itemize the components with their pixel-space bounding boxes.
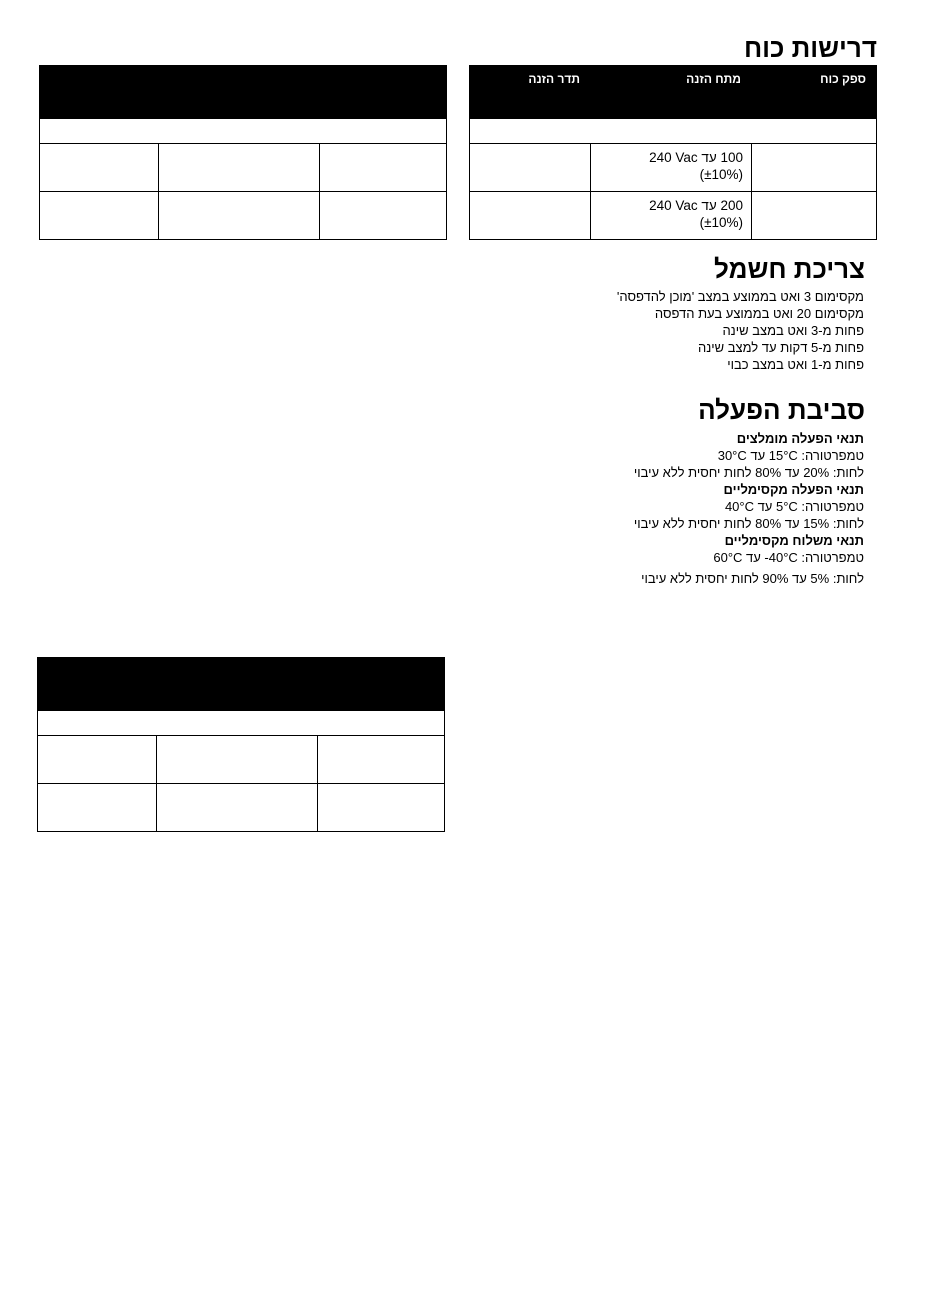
table-cell — [40, 144, 159, 192]
table-row — [40, 192, 447, 240]
table-cell-voltage — [591, 192, 752, 240]
blank-table-top — [39, 65, 447, 240]
max-shipping-humidity: לחות: 5% עד 90% לחות יחסית ללא עיבוי — [641, 571, 864, 586]
table-cell — [318, 736, 445, 784]
header-input-frequency: תדר הזנה — [470, 66, 591, 119]
table-row — [38, 784, 445, 832]
list-item: פחות מ-1 ואט במצב כבוי — [727, 357, 864, 372]
power-consumption-title: צריכת חשמל — [713, 254, 865, 284]
table-subheader-cell — [40, 119, 447, 144]
table-header-row — [40, 66, 447, 119]
table-subheader-row — [470, 119, 877, 144]
table-subheader-cell — [470, 119, 877, 144]
max-shipping-heading: תנאי משלוח מקסימליים — [724, 533, 864, 548]
table-cell — [159, 144, 320, 192]
table-cell — [320, 192, 447, 240]
voltage-tolerance-2: (±10%) — [699, 215, 743, 230]
table-row — [40, 144, 447, 192]
list-item: פחות מ-3 ואט במצב שינה — [722, 323, 864, 338]
power-requirements-table — [469, 65, 877, 240]
table-subheader-row — [40, 119, 447, 144]
table-cell — [157, 784, 318, 832]
voltage-range-1: 100 עד 240 Vac — [649, 150, 743, 165]
voltage-range-2: 200 עד 240 Vac — [649, 198, 743, 213]
max-operating-humidity: לחות: 15% עד 80% לחות יחסית ללא עיבוי — [633, 516, 864, 531]
table-row — [470, 144, 877, 192]
operating-environment-title: סביבת הפעלה — [698, 395, 865, 425]
table-cell — [470, 192, 591, 240]
table-cell — [752, 192, 877, 240]
list-item: פחות מ-5 דקות עד למצב שינה — [698, 340, 864, 355]
recommended-temperature: טמפרטורה: 15°C עד 30°C — [717, 448, 864, 463]
table-cell — [157, 736, 318, 784]
power-requirements-title: דרישות כוח — [743, 33, 877, 63]
table-header-row — [470, 66, 877, 119]
table-cell — [752, 144, 877, 192]
table-row — [38, 736, 445, 784]
table-cell — [38, 736, 157, 784]
recommended-humidity: לחות: 20% עד 80% לחות יחסית ללא עיבוי — [633, 465, 864, 480]
max-shipping-temperature: טמפרטורה: ‎-40°C‎ עד 60°C — [713, 550, 864, 565]
table-row — [470, 192, 877, 240]
table-header-cell — [38, 658, 445, 711]
operating-environment-list — [634, 430, 864, 566]
table-cell — [470, 144, 591, 192]
table-subheader-cell — [38, 711, 445, 736]
table-cell — [159, 192, 320, 240]
header-power-supply: ספק כוח — [752, 66, 877, 119]
list-item: מקסימום 3 ואט בממוצע במצב 'מוכן להדפסה' — [616, 289, 864, 304]
list-item: מקסימום 20 ואט בממוצע בעת הדפסה — [654, 306, 864, 321]
recommended-conditions-heading: תנאי הפעלה מומלצים — [736, 431, 864, 446]
table-cell — [320, 144, 447, 192]
table-header-cell — [40, 66, 447, 119]
max-operating-heading: תנאי הפעלה מקסימליים — [723, 482, 864, 497]
table-subheader-row — [38, 711, 445, 736]
max-operating-temperature: טמפרטורה: 5°C עד 40°C — [724, 499, 864, 514]
blank-table-bottom — [37, 657, 445, 832]
table-cell-voltage — [591, 144, 752, 192]
table-header-row — [38, 658, 445, 711]
table-cell — [38, 784, 157, 832]
table-cell — [318, 784, 445, 832]
voltage-tolerance-1: (±10%) — [699, 167, 743, 182]
power-consumption-list — [617, 288, 864, 373]
table-cell — [40, 192, 159, 240]
header-input-voltage: מתח הזנה — [591, 66, 752, 119]
